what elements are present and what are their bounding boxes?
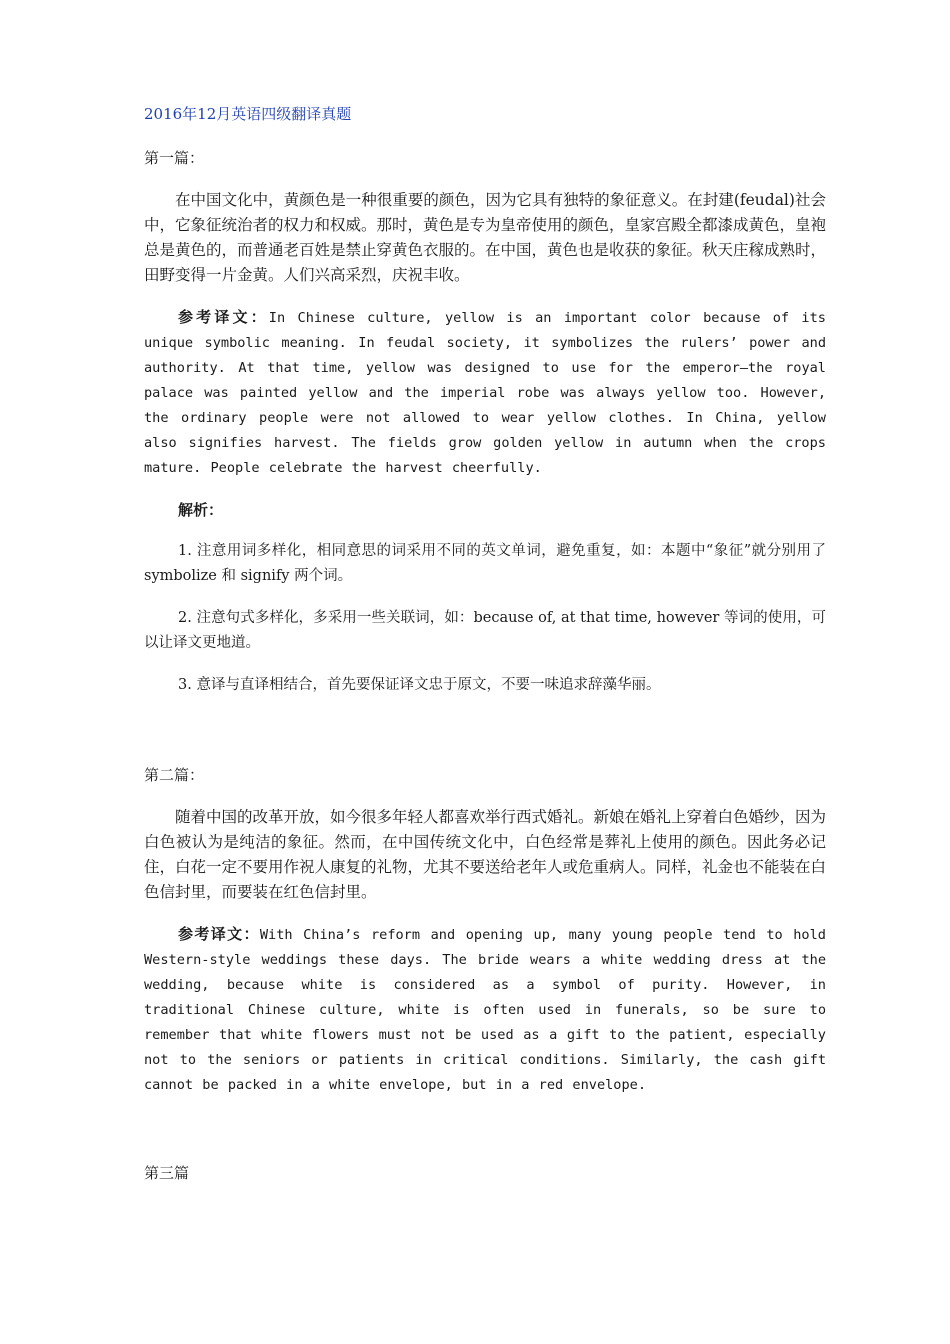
part1-english-text: In Chinese culture, yellow is an important color because of its unique symbolic meaning. In feudal society, it symbolizes the rulers’ power and authority. At that time, yellow was designed to use for the emperor—the royal palace was painted yellow and the imperial robe was always yellow too. However, the ordinary people were not allowed to wear yellow clothes. In China, yellow also signifies harvest. The fields grow golden yellow in autumn when the crops mature. People celebrate the harvest cheerfully. [144, 310, 826, 476]
part1-label: 第一篇： [144, 149, 205, 167]
spacer [144, 715, 826, 763]
part2-ref-label: 参考译文： [178, 925, 260, 943]
part2-english-text: With China’s reform and opening up, many young people tend to hold Western-style weddings these days. The bride wears a white wedding dress at the wedding, because white is considered as a symbol of purity. However, in traditional Chinese culture, white is often used in funerals, so be sure to remember that white flowers must not be used as a gift to the patient, especially not to the seniors or patients in critical conditions. Similarly, the cash gift cannot be packed in a white envelope, but in a red envelope. [144, 927, 826, 1093]
document-page [144, 102, 826, 1203]
part3-label: 第三篇 [144, 1164, 190, 1182]
analysis-note-1: 1. 注意用词多样化，相同意思的词采用不同的英文单词，避免重复，如：本题中“象征”就分别用了 symbolize 和 signify 两个词。 [144, 543, 826, 584]
part1-reference-translation [144, 305, 826, 481]
page-title: 2016年12月英语四级翻译真题 [144, 105, 352, 123]
analysis-note-3: 3. 意译与直译相结合，首先要保证译文忠于原文，不要一味追求辞藻华丽。 [178, 677, 661, 693]
part2-reference-translation [144, 922, 826, 1098]
part2-chinese-passage: 随着中国的改革开放，如今很多年轻人都喜欢举行西式婚礼。新娘在婚礼上穿着白色婚纱，因为白色被认为是纯洁的象征。然而，在中国传统文化中，白色经常是葬礼上使用的颜色。因此务必记住，白花一定不要用作祝人康复的礼物，尤其不要送给老年人或危重病人。同样，礼金也不能装在白色信封里，而要装在红色信封里。 [144, 808, 827, 901]
spacer [144, 1115, 826, 1161]
part2-label: 第二篇： [144, 766, 205, 784]
analysis-heading: 解析： [178, 501, 224, 519]
part1-chinese-passage: 在中国文化中，黄颜色是一种很重要的颜色，因为它具有独特的象征意义。在封建(feudal)社会中，它象征统治者的权力和权威。那时，黄色是专为皇帝使用的颜色，皇家宫殿全都漆成黄色，皇袍总是黄色的，而普通老百姓是禁止穿黄色衣服的。在中国，黄色也是收获的象征。秋天庄稼成熟时，田野变得一片金黄。人们兴高采烈，庆祝丰收。 [144, 191, 827, 284]
analysis-note-2: 2. 注意句式多样化，多采用一些关联词，如：because of, at that time, however 等词的使用，可以让译文更地道。 [144, 610, 826, 651]
part1-ref-label: 参考译文： [178, 308, 269, 326]
